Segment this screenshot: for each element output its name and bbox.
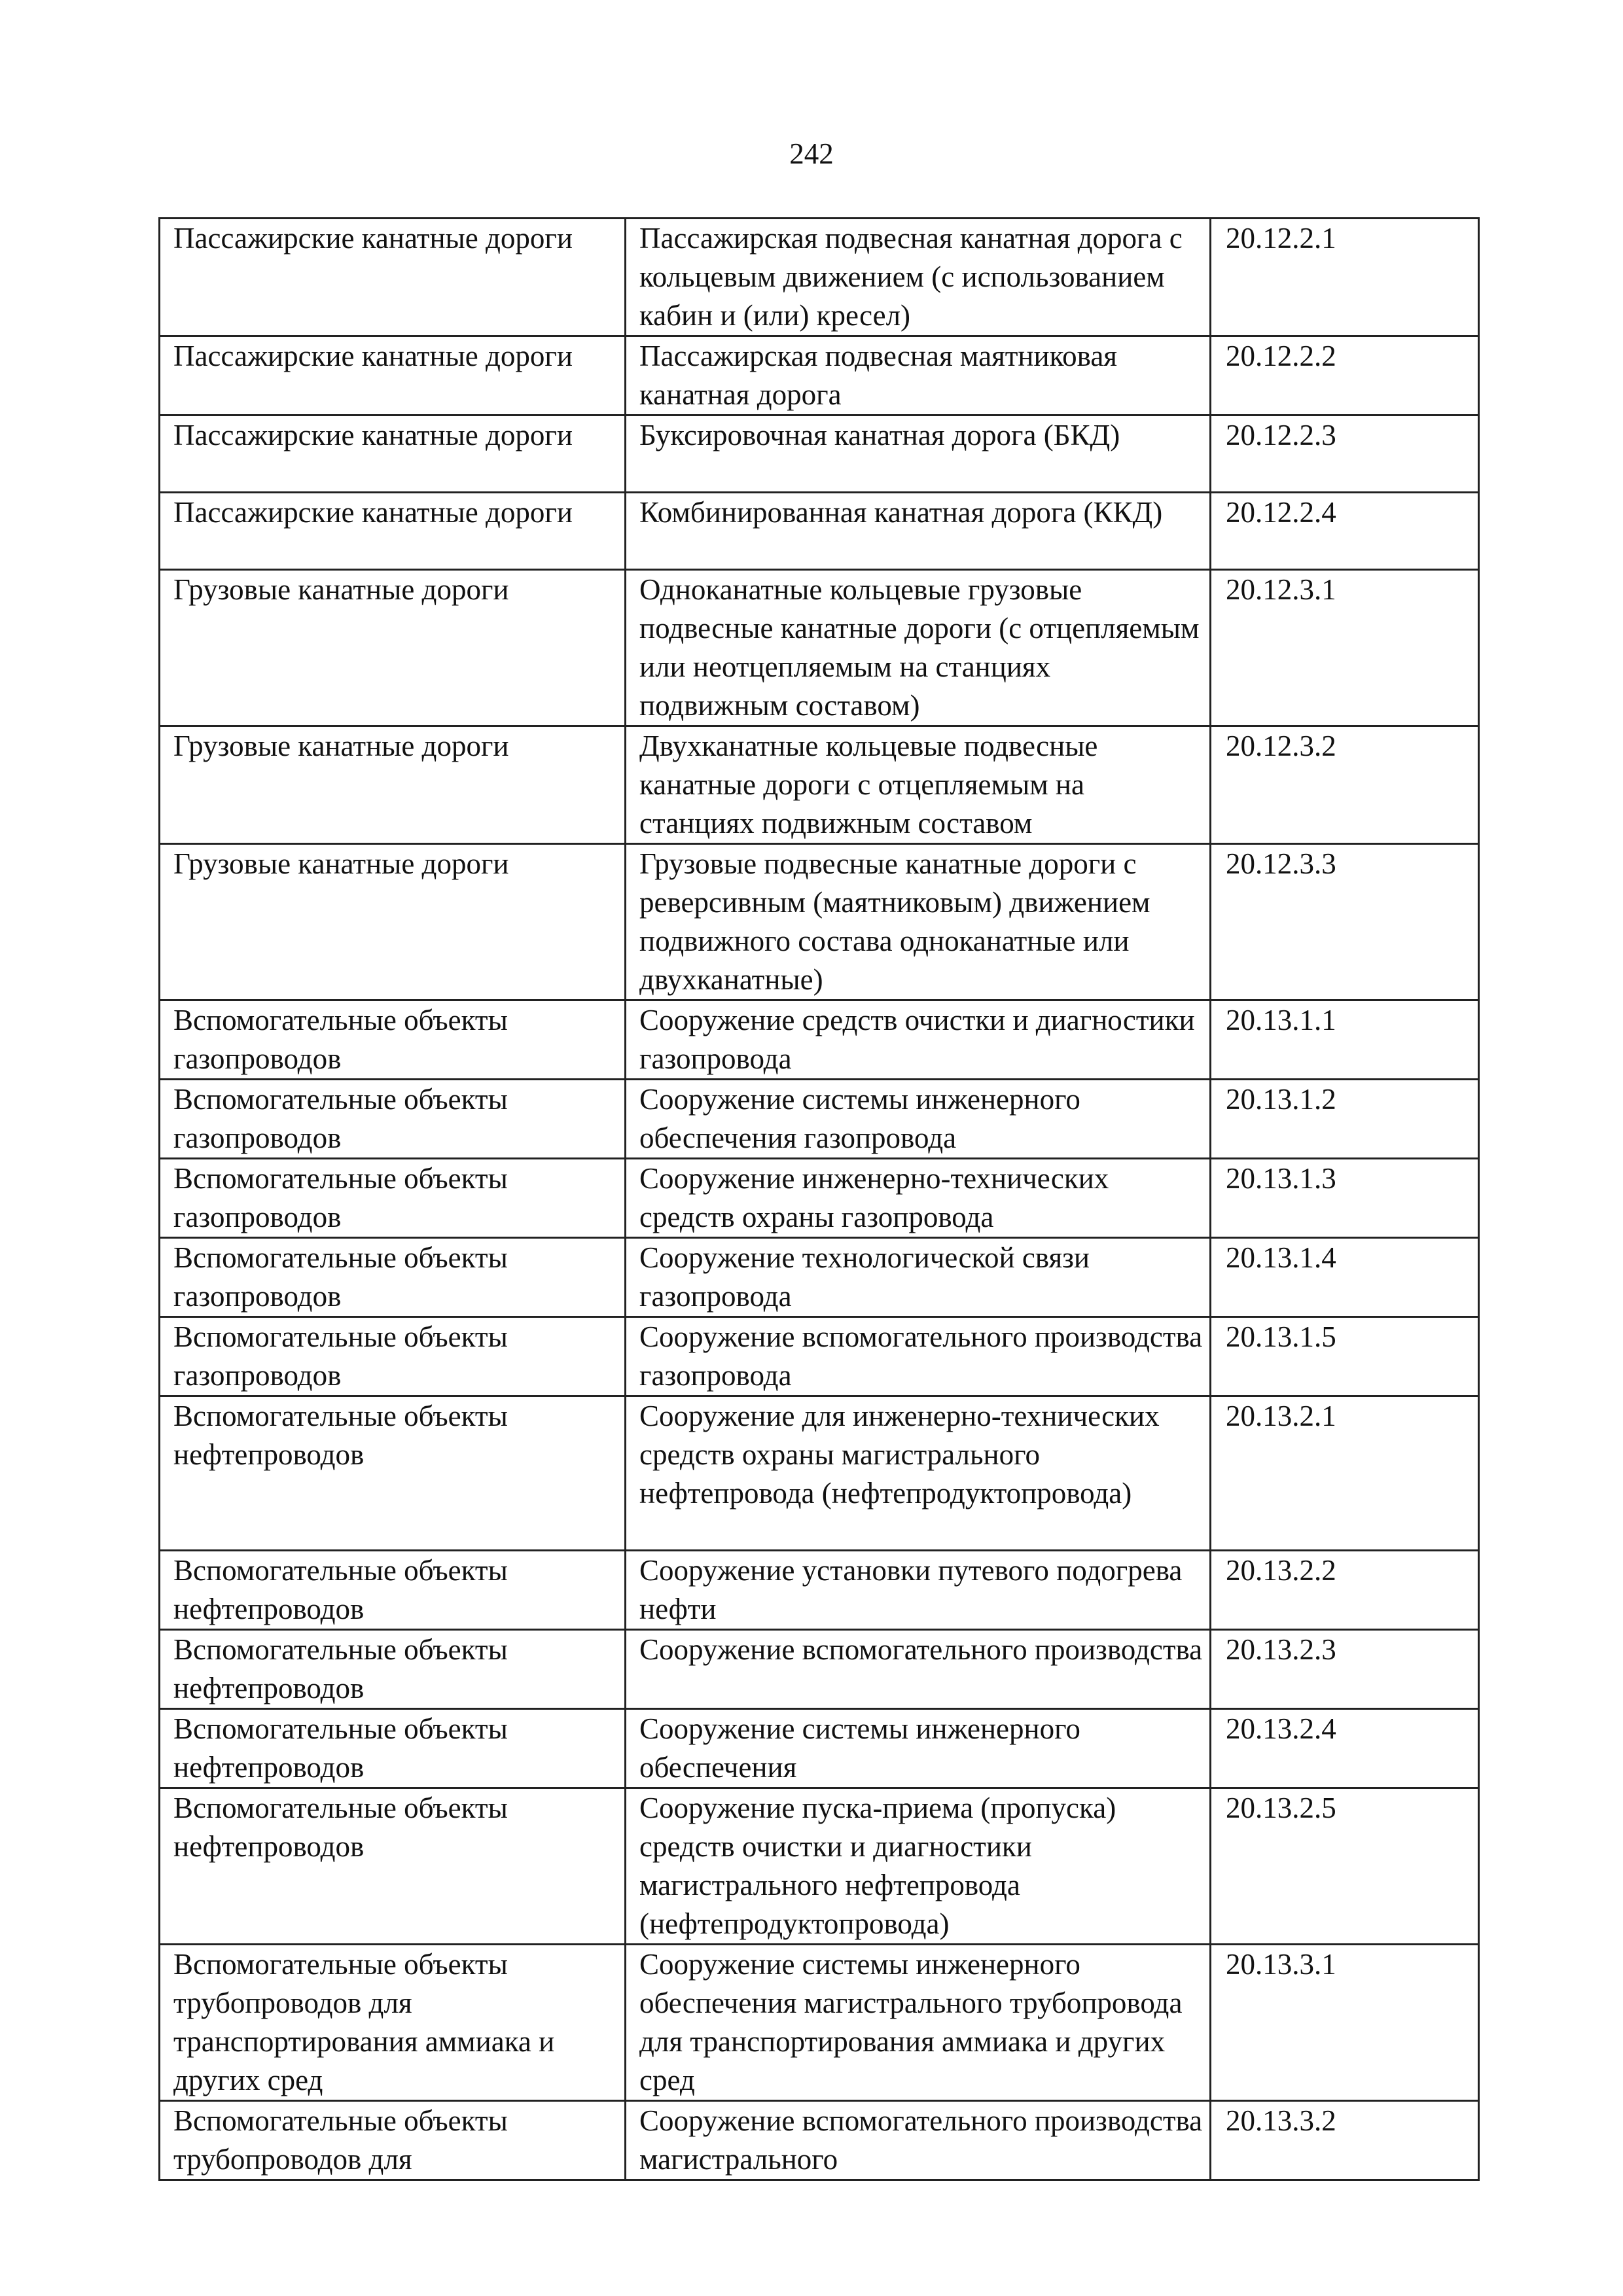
description-cell: Сооружение для инженерно-технических средств охраны магистрального нефтепровода (нефтепродуктопровода): [626, 1396, 1211, 1551]
code-cell: 20.12.2.1: [1211, 219, 1479, 336]
description-cell: Двухканатные кольцевые подвесные канатные дороги с отцепляемым на станциях подвижным составом: [626, 726, 1211, 844]
table-row: [160, 415, 1479, 493]
description-cell: Сооружение вспомогательного производства: [626, 1630, 1211, 1709]
description-cell: Пассажирская подвесная канатная дорога с кольцевым движением (с использованием кабин и (или) кресел): [626, 219, 1211, 336]
description-cell: Сооружение технологической связи газопровода: [626, 1238, 1211, 1317]
table-row: [160, 1000, 1479, 1080]
code-cell: 20.12.3.1: [1211, 570, 1479, 726]
table-row: [160, 336, 1479, 415]
category-cell: Вспомогательные объекты нефтепроводов: [160, 1630, 626, 1709]
table-row: [160, 1317, 1479, 1396]
code-cell: 20.13.1.5: [1211, 1317, 1479, 1396]
description-cell: Сооружение вспомогательного производства магистрального: [626, 2101, 1211, 2180]
table-row: [160, 1709, 1479, 1788]
table-row: [160, 1159, 1479, 1238]
code-cell: 20.13.3.2: [1211, 2101, 1479, 2180]
category-cell: Пассажирские канатные дороги: [160, 415, 626, 493]
category-cell: Вспомогательные объекты нефтепроводов: [160, 1551, 626, 1630]
category-cell: Вспомогательные объекты нефтепроводов: [160, 1788, 626, 1945]
category-cell: Вспомогательные объекты трубопроводов для транспортирования аммиака и других сред: [160, 1945, 626, 2101]
category-cell: Вспомогательные объекты нефтепроводов: [160, 1396, 626, 1551]
table-row: [160, 726, 1479, 844]
table-row: [160, 493, 1479, 570]
description-cell: Сооружение системы инженерного обеспечения: [626, 1709, 1211, 1788]
category-cell: Грузовые канатные дороги: [160, 726, 626, 844]
description-cell: Грузовые подвесные канатные дороги с реверсивным (маятниковым) движением подвижного состава одноканатные или двухканатные): [626, 844, 1211, 1000]
code-cell: 20.13.2.1: [1211, 1396, 1479, 1551]
description-cell: Комбинированная канатная дорога (ККД): [626, 493, 1211, 570]
category-cell: Пассажирские канатные дороги: [160, 493, 626, 570]
code-cell: 20.12.3.2: [1211, 726, 1479, 844]
code-cell: 20.13.3.1: [1211, 1945, 1479, 2101]
table-row: [160, 1080, 1479, 1159]
code-cell: 20.12.2.3: [1211, 415, 1479, 493]
page-number: 242: [789, 137, 834, 170]
description-cell: Пассажирская подвесная маятниковая канатная дорога: [626, 336, 1211, 415]
code-cell: 20.13.2.5: [1211, 1788, 1479, 1945]
code-cell: 20.13.2.4: [1211, 1709, 1479, 1788]
category-cell: Вспомогательные объекты трубопроводов для: [160, 2101, 626, 2180]
category-cell: Грузовые канатные дороги: [160, 570, 626, 726]
table-row: [160, 1551, 1479, 1630]
table-body: [160, 219, 1479, 2180]
description-cell: Сооружение пуска-приема (пропуска) средств очистки и диагностики магистрального нефтепровода (нефтепродуктопровода): [626, 1788, 1211, 1945]
category-cell: Вспомогательные объекты нефтепроводов: [160, 1709, 626, 1788]
category-cell: Вспомогательные объекты газопроводов: [160, 1080, 626, 1159]
table-row: [160, 1238, 1479, 1317]
category-cell: Грузовые канатные дороги: [160, 844, 626, 1000]
code-cell: 20.12.2.2: [1211, 336, 1479, 415]
category-cell: Вспомогательные объекты газопроводов: [160, 1000, 626, 1080]
table-row: [160, 1945, 1479, 2101]
table-row: [160, 219, 1479, 336]
classification-table: [158, 217, 1480, 2181]
table-row: [160, 1788, 1479, 1945]
description-cell: Одноканатные кольцевые грузовые подвесные канатные дороги (с отцепляемым или неотцепляемым на станциях подвижным составом): [626, 570, 1211, 726]
description-cell: Сооружение вспомогательного производства газопровода: [626, 1317, 1211, 1396]
code-cell: 20.13.2.2: [1211, 1551, 1479, 1630]
table-row: [160, 1396, 1479, 1551]
table-row: [160, 2101, 1479, 2180]
description-cell: Сооружение инженерно-технических средств охраны газопровода: [626, 1159, 1211, 1238]
description-cell: Сооружение средств очистки и диагностики газопровода: [626, 1000, 1211, 1080]
code-cell: 20.13.2.3: [1211, 1630, 1479, 1709]
category-cell: Вспомогательные объекты газопроводов: [160, 1159, 626, 1238]
description-cell: Буксировочная канатная дорога (БКД): [626, 415, 1211, 493]
category-cell: Пассажирские канатные дороги: [160, 336, 626, 415]
code-cell: 20.12.2.4: [1211, 493, 1479, 570]
description-cell: Сооружение системы инженерного обеспечения газопровода: [626, 1080, 1211, 1159]
code-cell: 20.12.3.3: [1211, 844, 1479, 1000]
description-cell: Сооружение системы инженерного обеспечения магистрального трубопровода для транспортирования аммиака и других сред: [626, 1945, 1211, 2101]
category-cell: Вспомогательные объекты газопроводов: [160, 1317, 626, 1396]
code-cell: 20.13.1.3: [1211, 1159, 1479, 1238]
code-cell: 20.13.1.2: [1211, 1080, 1479, 1159]
table-row: [160, 1630, 1479, 1709]
code-cell: 20.13.1.4: [1211, 1238, 1479, 1317]
description-cell: Сооружение установки путевого подогрева нефти: [626, 1551, 1211, 1630]
code-cell: 20.13.1.1: [1211, 1000, 1479, 1080]
table-row: [160, 844, 1479, 1000]
category-cell: Вспомогательные объекты газопроводов: [160, 1238, 626, 1317]
table-row: [160, 570, 1479, 726]
category-cell: Пассажирские канатные дороги: [160, 219, 626, 336]
